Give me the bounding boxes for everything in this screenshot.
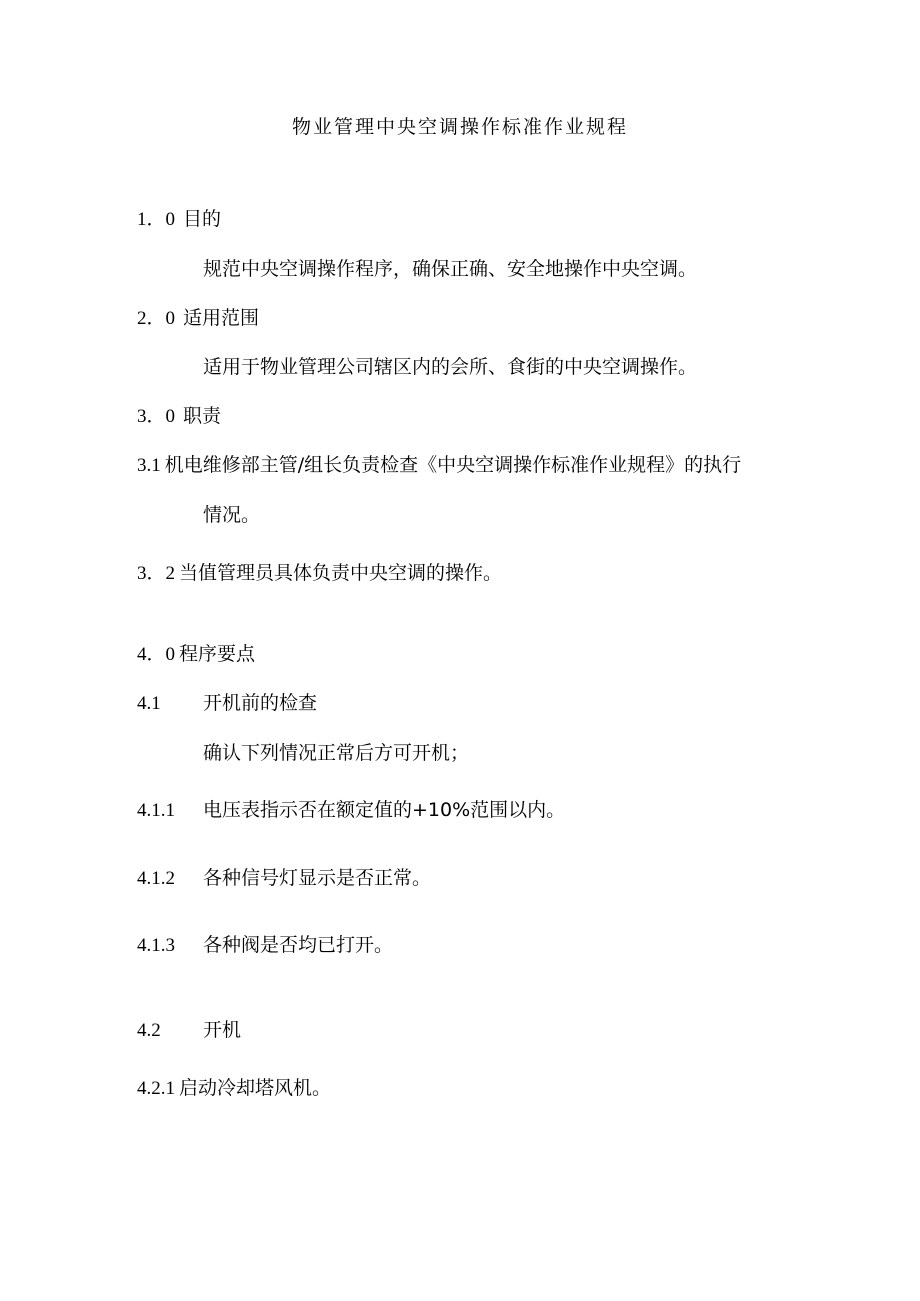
section-3-1	[137, 450, 741, 481]
item-number: 3．2	[137, 563, 176, 584]
section-title: 目的	[183, 208, 222, 230]
item-text: 开机	[203, 1019, 242, 1041]
item-number: 4.1	[137, 693, 161, 714]
section-4-1-2	[137, 863, 431, 894]
item-text: 启动冷却塔风机。	[179, 1077, 332, 1099]
section-4-1-intro: 确认下列情况正常后方可开机；	[203, 742, 470, 764]
section-4-1	[137, 688, 317, 719]
section-1-body: 规范中央空调操作程序，确保正确、安全地操作中央空调。	[203, 258, 698, 280]
item-number: 4.2	[137, 1020, 161, 1041]
section-2-heading	[137, 303, 259, 334]
section-number: 4．0	[137, 644, 176, 665]
item-text: 各种阀是否均已打开。	[203, 934, 394, 956]
section-3-heading	[137, 401, 221, 432]
item-number: 4.1.3	[137, 935, 175, 956]
section-1-heading	[137, 204, 221, 235]
section-title: 程序要点	[179, 643, 256, 665]
item-text: 电压表指示否在额定值的+10%范围以内。	[203, 799, 566, 821]
section-2-body: 适用于物业管理公司辖区内的会所、食街的中央空调操作。	[203, 356, 698, 378]
item-text: 当值管理员具体负责中央空调的操作。	[179, 562, 503, 584]
section-3-1-continuation: 情况。	[203, 504, 261, 526]
item-number: 4.1.1	[137, 800, 175, 821]
section-number: 1．0	[137, 209, 176, 230]
section-3-2	[137, 558, 502, 589]
item-number: 4.2.1	[137, 1078, 175, 1099]
item-text: 各种信号灯显示是否正常。	[203, 867, 432, 889]
item-text: 开机前的检查	[203, 692, 318, 714]
section-4-1-3	[137, 930, 393, 961]
section-title: 职责	[183, 405, 222, 427]
section-4-1-1	[137, 795, 565, 826]
item-number: 3.1	[137, 455, 161, 476]
section-4-2-1	[137, 1073, 331, 1104]
section-number: 3．0	[137, 406, 176, 427]
section-4-heading	[137, 639, 255, 670]
section-4-2	[137, 1015, 241, 1046]
item-text: 机电维修部主管/组长负责检查《中央空调操作标准作业规程》的执行	[164, 454, 742, 476]
section-number: 2．0	[137, 308, 176, 329]
section-title: 适用范围	[183, 307, 260, 329]
document-title: 物业管理中央空调操作标准作业规程	[291, 116, 628, 138]
item-number: 4.1.2	[137, 868, 175, 889]
